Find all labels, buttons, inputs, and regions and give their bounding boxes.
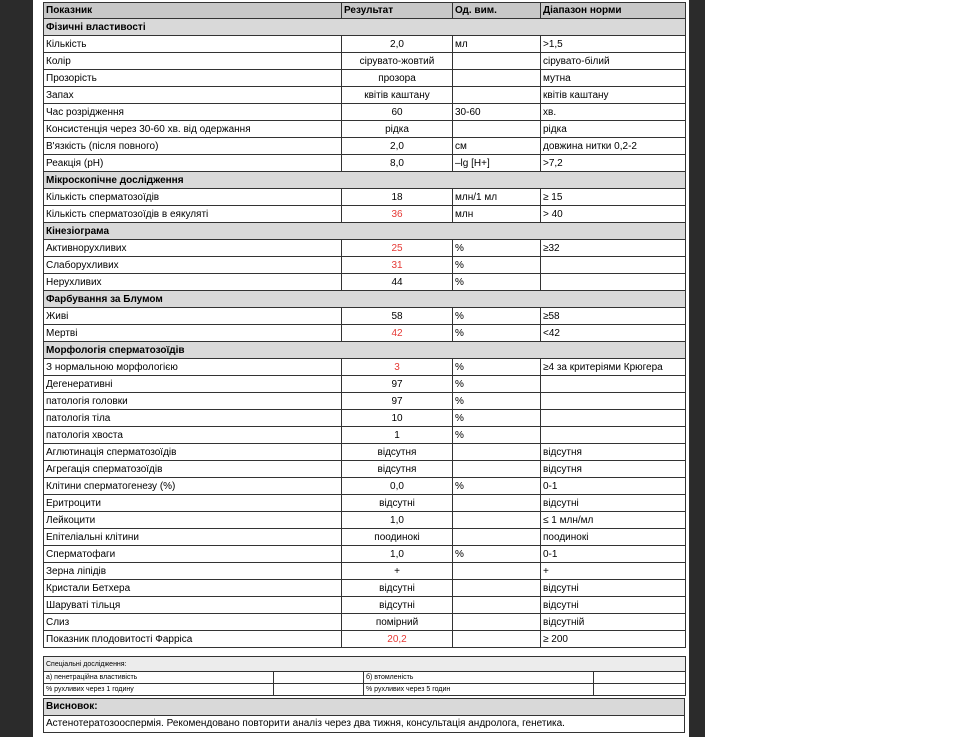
row-name: Кількість сперматозоїдів bbox=[44, 189, 342, 206]
special-right-label: б) втомленість bbox=[364, 672, 594, 684]
row-range: ≥ 15 bbox=[541, 189, 686, 206]
row-name: патологія хвоста bbox=[44, 427, 342, 444]
conclusion-row bbox=[44, 716, 685, 733]
row-result-abnormal: 31 bbox=[342, 257, 453, 274]
section-morphology bbox=[44, 342, 686, 359]
row-name: патологія головки bbox=[44, 393, 342, 410]
table-row bbox=[44, 53, 686, 70]
row-name: Консистенція через 30-60 хв. від одержання bbox=[44, 121, 342, 138]
row-unit: % bbox=[453, 325, 541, 342]
row-result: прозора bbox=[342, 70, 453, 87]
row-unit: % bbox=[453, 376, 541, 393]
table-row bbox=[44, 444, 686, 461]
table-row bbox=[44, 529, 686, 546]
row-unit bbox=[453, 121, 541, 138]
row-unit: мл bbox=[453, 36, 541, 53]
section-blum bbox=[44, 291, 686, 308]
special-row bbox=[44, 684, 686, 696]
document-page bbox=[33, 0, 689, 737]
row-unit bbox=[453, 87, 541, 104]
row-name: З нормальною морфологією bbox=[44, 359, 342, 376]
row-unit bbox=[453, 580, 541, 597]
table-row bbox=[44, 138, 686, 155]
row-result: 97 bbox=[342, 393, 453, 410]
row-unit bbox=[453, 444, 541, 461]
conclusion-title: Висновок: bbox=[44, 699, 685, 716]
row-range: відсутні bbox=[541, 597, 686, 614]
table-row bbox=[44, 359, 686, 376]
row-range: ≤ 1 млн/мл bbox=[541, 512, 686, 529]
section-title: Морфологія сперматозоїдів bbox=[44, 342, 686, 359]
row-name: патологія тіла bbox=[44, 410, 342, 427]
table-row bbox=[44, 427, 686, 444]
row-result: 1 bbox=[342, 427, 453, 444]
row-unit: % bbox=[453, 274, 541, 291]
row-result: 10 bbox=[342, 410, 453, 427]
row-result: 0,0 bbox=[342, 478, 453, 495]
row-name: Мертві bbox=[44, 325, 342, 342]
row-result: 97 bbox=[342, 376, 453, 393]
row-name: Слиз bbox=[44, 614, 342, 631]
row-name: Лейкоцити bbox=[44, 512, 342, 529]
row-result-abnormal: 25 bbox=[342, 240, 453, 257]
row-name: Спермaтофаги bbox=[44, 546, 342, 563]
row-range: ≥32 bbox=[541, 240, 686, 257]
row-unit: см bbox=[453, 138, 541, 155]
table-row bbox=[44, 325, 686, 342]
special-title: Спеціальні дослідження: bbox=[44, 657, 686, 672]
row-unit: % bbox=[453, 308, 541, 325]
row-unit bbox=[453, 461, 541, 478]
row-range: відсутні bbox=[541, 580, 686, 597]
row-name: Запах bbox=[44, 87, 342, 104]
special-right-value bbox=[594, 684, 686, 696]
row-name: В'язкість (після повного) bbox=[44, 138, 342, 155]
row-unit: % bbox=[453, 393, 541, 410]
section-title: Фізичні властивості bbox=[44, 19, 686, 36]
row-name: Прозорість bbox=[44, 70, 342, 87]
conclusion-text: Астенотератозооспермія. Рекомендовано повторити аналіз через два тижня, консультація андролога, генетика. bbox=[44, 716, 685, 733]
section-kinesiogram bbox=[44, 223, 686, 240]
table-row bbox=[44, 206, 686, 223]
header-range: Діапазон норми bbox=[541, 3, 686, 19]
row-name: Зерна ліпідів bbox=[44, 563, 342, 580]
row-range: >1,5 bbox=[541, 36, 686, 53]
row-unit: млн bbox=[453, 206, 541, 223]
row-result-abnormal: 42 bbox=[342, 325, 453, 342]
special-left-label: % рухливих через 1 годину bbox=[44, 684, 274, 696]
results-table bbox=[43, 2, 686, 648]
row-range: відсутня bbox=[541, 444, 686, 461]
row-unit: % bbox=[453, 478, 541, 495]
row-range: поодинокі bbox=[541, 529, 686, 546]
row-result-abnormal: 20,2 bbox=[342, 631, 453, 648]
row-name: Слаборухливих bbox=[44, 257, 342, 274]
table-row bbox=[44, 563, 686, 580]
row-range: хв. bbox=[541, 104, 686, 121]
special-tests-table bbox=[43, 656, 686, 696]
table-row bbox=[44, 274, 686, 291]
section-title: Мікроскопічне дослідження bbox=[44, 172, 686, 189]
row-range: + bbox=[541, 563, 686, 580]
row-unit bbox=[453, 597, 541, 614]
row-unit bbox=[453, 53, 541, 70]
row-range: рідка bbox=[541, 121, 686, 138]
row-result: поодинокі bbox=[342, 529, 453, 546]
row-unit bbox=[453, 512, 541, 529]
row-name: Показник плодовитості Фарріса bbox=[44, 631, 342, 648]
row-range: ≥4 за критеріями Крюгера bbox=[541, 359, 686, 376]
section-title: Фарбування за Блумом bbox=[44, 291, 686, 308]
row-result: 2,0 bbox=[342, 36, 453, 53]
row-name: Колір bbox=[44, 53, 342, 70]
row-name: Нерухливих bbox=[44, 274, 342, 291]
row-result-abnormal: 36 bbox=[342, 206, 453, 223]
conclusion-title-row bbox=[44, 699, 685, 716]
row-unit: % bbox=[453, 546, 541, 563]
row-result: відсутня bbox=[342, 444, 453, 461]
row-result: 1,0 bbox=[342, 546, 453, 563]
special-left-label: а) пенетраційна властивість bbox=[44, 672, 274, 684]
table-row bbox=[44, 546, 686, 563]
row-unit bbox=[453, 614, 541, 631]
row-result: 44 bbox=[342, 274, 453, 291]
header-result: Результат bbox=[342, 3, 453, 19]
row-name: Агрегація сперматозоїдів bbox=[44, 461, 342, 478]
row-name: Епітеліальні клітини bbox=[44, 529, 342, 546]
row-name: Дегенеративні bbox=[44, 376, 342, 393]
table-row bbox=[44, 189, 686, 206]
row-unit: % bbox=[453, 410, 541, 427]
row-result: 60 bbox=[342, 104, 453, 121]
row-range: 0-1 bbox=[541, 478, 686, 495]
row-name: Еритроцити bbox=[44, 495, 342, 512]
row-range bbox=[541, 427, 686, 444]
row-result: відсутня bbox=[342, 461, 453, 478]
row-range: довжина нитки 0,2-2 bbox=[541, 138, 686, 155]
viewer-scrollbar-track[interactable] bbox=[689, 0, 705, 737]
table-row bbox=[44, 631, 686, 648]
row-range: відсутній bbox=[541, 614, 686, 631]
conclusion-table bbox=[43, 698, 685, 733]
table-row bbox=[44, 121, 686, 138]
table-row bbox=[44, 376, 686, 393]
row-range bbox=[541, 376, 686, 393]
row-unit: 30-60 bbox=[453, 104, 541, 121]
header-indicator: Показник bbox=[44, 3, 342, 19]
table-header bbox=[44, 3, 686, 19]
row-unit: % bbox=[453, 427, 541, 444]
row-result: сірувато-жовтий bbox=[342, 53, 453, 70]
row-result: квітів каштану bbox=[342, 87, 453, 104]
table-row bbox=[44, 512, 686, 529]
viewer-background-left bbox=[0, 0, 33, 737]
row-unit bbox=[453, 495, 541, 512]
row-name: Кількість bbox=[44, 36, 342, 53]
row-range: квітів каштану bbox=[541, 87, 686, 104]
row-result: 8,0 bbox=[342, 155, 453, 172]
row-unit: млн/1 мл bbox=[453, 189, 541, 206]
row-name: Шаруваті тільця bbox=[44, 597, 342, 614]
row-unit bbox=[453, 529, 541, 546]
table-row bbox=[44, 597, 686, 614]
row-unit: % bbox=[453, 257, 541, 274]
table-row bbox=[44, 257, 686, 274]
row-name: Кристали Бетхера bbox=[44, 580, 342, 597]
table-row bbox=[44, 36, 686, 53]
row-name: Реакція (pH) bbox=[44, 155, 342, 172]
row-range bbox=[541, 393, 686, 410]
row-range: ≥58 bbox=[541, 308, 686, 325]
row-range: відсутня bbox=[541, 461, 686, 478]
row-range bbox=[541, 274, 686, 291]
row-range: >7,2 bbox=[541, 155, 686, 172]
row-result: відсутні bbox=[342, 580, 453, 597]
special-row bbox=[44, 672, 686, 684]
row-range: 0-1 bbox=[541, 546, 686, 563]
row-result: 2,0 bbox=[342, 138, 453, 155]
table-row bbox=[44, 478, 686, 495]
row-range: <42 bbox=[541, 325, 686, 342]
table-row bbox=[44, 410, 686, 427]
row-range bbox=[541, 257, 686, 274]
special-left-value bbox=[274, 672, 364, 684]
row-unit: –lg [H+] bbox=[453, 155, 541, 172]
row-result: рідка bbox=[342, 121, 453, 138]
row-name: Аглютинація сперматозоїдів bbox=[44, 444, 342, 461]
row-result: + bbox=[342, 563, 453, 580]
special-right-label: % рухливих через 5 годин bbox=[364, 684, 594, 696]
row-result: 1,0 bbox=[342, 512, 453, 529]
row-range: мутна bbox=[541, 70, 686, 87]
row-range: сірувато-білий bbox=[541, 53, 686, 70]
row-result-abnormal: 3 bbox=[342, 359, 453, 376]
row-unit bbox=[453, 563, 541, 580]
table-row bbox=[44, 155, 686, 172]
row-name: Час розрідження bbox=[44, 104, 342, 121]
row-name: Живі bbox=[44, 308, 342, 325]
row-unit: % bbox=[453, 240, 541, 257]
row-unit bbox=[453, 631, 541, 648]
special-title-row bbox=[44, 657, 686, 672]
table-row bbox=[44, 614, 686, 631]
row-name: Активнорухливих bbox=[44, 240, 342, 257]
table-row bbox=[44, 87, 686, 104]
section-physical bbox=[44, 19, 686, 36]
table-row bbox=[44, 308, 686, 325]
table-row bbox=[44, 461, 686, 478]
section-title: Кінезіограма bbox=[44, 223, 686, 240]
row-name: Кількість сперматозоїдів в еякуляті bbox=[44, 206, 342, 223]
row-result: 58 bbox=[342, 308, 453, 325]
row-result: 18 bbox=[342, 189, 453, 206]
table-row bbox=[44, 104, 686, 121]
row-result: помірний bbox=[342, 614, 453, 631]
table-row bbox=[44, 70, 686, 87]
row-name: Клітини сперматогенезу (%) bbox=[44, 478, 342, 495]
row-range: ≥ 200 bbox=[541, 631, 686, 648]
table-row bbox=[44, 495, 686, 512]
row-result: відсутні bbox=[342, 597, 453, 614]
row-result: відсутні bbox=[342, 495, 453, 512]
header-unit: Од. вим. bbox=[453, 3, 541, 19]
table-row bbox=[44, 580, 686, 597]
table-row bbox=[44, 240, 686, 257]
row-range: > 40 bbox=[541, 206, 686, 223]
special-right-value bbox=[594, 672, 686, 684]
row-unit bbox=[453, 70, 541, 87]
table-row bbox=[44, 393, 686, 410]
section-microscopy bbox=[44, 172, 686, 189]
row-range: відсутні bbox=[541, 495, 686, 512]
row-unit: % bbox=[453, 359, 541, 376]
row-range bbox=[541, 410, 686, 427]
special-left-value bbox=[274, 684, 364, 696]
